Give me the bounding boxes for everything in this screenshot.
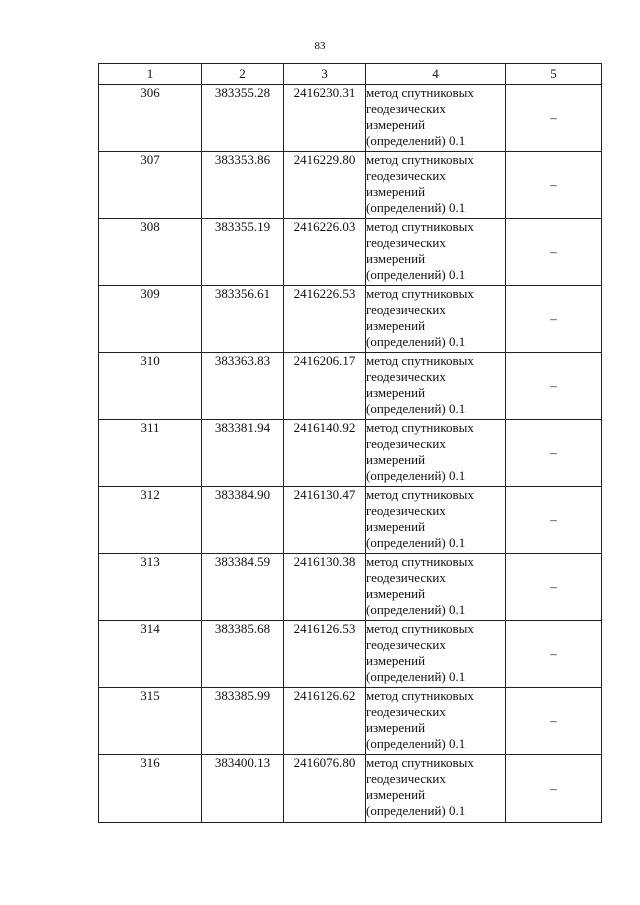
method-text-line: геодезических [366,302,446,317]
coordinates-table [98,63,602,823]
method-text-line: (определений) 0.1 [366,200,466,215]
note-cell: – [506,487,602,554]
note-cell: – [506,353,602,420]
note-cell: – [506,286,602,353]
note-cell: – [506,554,602,621]
method-text-line: метод спутниковых [366,353,474,368]
method-text-line: измерений [366,117,426,132]
method-text-line: измерений [366,452,426,467]
x-coordinate-cell: 383363.83 [202,353,284,420]
point-number-cell: 316 [99,755,202,823]
method-text-line: метод спутниковых [366,152,474,167]
method-cell [366,152,506,219]
column-header-4: 4 [366,64,506,85]
method-text-line: метод спутниковых [366,554,474,569]
table-row [99,152,602,219]
method-text-line: (определений) 0.1 [366,133,466,148]
point-number-cell: 311 [99,420,202,487]
x-coordinate-cell: 383355.28 [202,85,284,152]
note-cell: – [506,219,602,286]
note-cell: – [506,420,602,487]
note-cell: – [506,688,602,755]
method-cell [366,554,506,621]
table-row [99,755,602,823]
point-number-cell: 307 [99,152,202,219]
y-coordinate-cell: 2416230.31 [284,85,366,152]
x-coordinate-cell: 383385.99 [202,688,284,755]
y-coordinate-cell: 2416130.47 [284,487,366,554]
method-cell [366,688,506,755]
method-text-line: измерений [366,720,426,735]
table-header-row [99,64,602,85]
method-text-line: геодезических [366,436,446,451]
note-cell: – [506,755,602,823]
method-text-line: (определений) 0.1 [366,669,466,684]
point-number-cell: 310 [99,353,202,420]
method-cell [366,755,506,823]
method-text-line: измерений [366,184,426,199]
method-text-line: метод спутниковых [366,621,474,636]
table-row [99,420,602,487]
x-coordinate-cell: 383400.13 [202,755,284,823]
method-text-line: геодезических [366,369,446,384]
method-text-line: геодезических [366,235,446,250]
method-text-line: метод спутниковых [366,420,474,435]
table-body [99,85,602,823]
page-number: 83 [314,40,326,52]
y-coordinate-cell: 2416076.80 [284,755,366,823]
x-coordinate-cell: 383384.90 [202,487,284,554]
method-text-line: (определений) 0.1 [366,602,466,617]
method-text-line: (определений) 0.1 [366,468,466,483]
table-row [99,353,602,420]
point-number-cell: 309 [99,286,202,353]
method-text-line: измерений [366,653,426,668]
x-coordinate-cell: 383356.61 [202,286,284,353]
method-text-line: метод спутниковых [366,755,474,770]
method-text-line: геодезических [366,570,446,585]
method-text-line: измерений [366,318,426,333]
method-text-line: измерений [366,586,426,601]
table-row [99,554,602,621]
column-header-2: 2 [202,64,284,85]
y-coordinate-cell: 2416126.62 [284,688,366,755]
method-text-line: метод спутниковых [366,688,474,703]
note-cell: – [506,621,602,688]
x-coordinate-cell: 383355.19 [202,219,284,286]
method-text-line: измерений [366,519,426,534]
y-coordinate-cell: 2416130.38 [284,554,366,621]
method-text-line: (определений) 0.1 [366,267,466,282]
table-row [99,286,602,353]
method-text-line: измерений [366,385,426,400]
method-text-line: геодезических [366,637,446,652]
method-text-line: метод спутниковых [366,286,474,301]
method-text-line: метод спутниковых [366,219,474,234]
method-cell [366,219,506,286]
method-text-line: измерений [366,787,426,802]
x-coordinate-cell: 383384.59 [202,554,284,621]
note-cell: – [506,85,602,152]
y-coordinate-cell: 2416126.53 [284,621,366,688]
point-number-cell: 314 [99,621,202,688]
table-row [99,487,602,554]
y-coordinate-cell: 2416229.80 [284,152,366,219]
method-text-line: измерений [366,251,426,266]
point-number-cell: 306 [99,85,202,152]
note-cell: – [506,152,602,219]
method-cell [366,353,506,420]
method-cell [366,487,506,554]
x-coordinate-cell: 383381.94 [202,420,284,487]
table-row [99,85,602,152]
point-number-cell: 308 [99,219,202,286]
column-header-5: 5 [506,64,602,85]
x-coordinate-cell: 383385.68 [202,621,284,688]
point-number-cell: 313 [99,554,202,621]
method-cell [366,420,506,487]
y-coordinate-cell: 2416140.92 [284,420,366,487]
y-coordinate-cell: 2416206.17 [284,353,366,420]
method-text-line: геодезических [366,704,446,719]
y-coordinate-cell: 2416226.03 [284,219,366,286]
point-number-cell: 315 [99,688,202,755]
method-text-line: геодезических [366,771,446,786]
column-header-3: 3 [284,64,366,85]
method-text-line: геодезических [366,168,446,183]
x-coordinate-cell: 383353.86 [202,152,284,219]
method-text-line: (определений) 0.1 [366,803,466,818]
y-coordinate-cell: 2416226.53 [284,286,366,353]
method-cell [366,85,506,152]
method-text-line: метод спутниковых [366,487,474,502]
method-text-line: геодезических [366,503,446,518]
point-number-cell: 312 [99,487,202,554]
method-cell [366,621,506,688]
method-text-line: геодезических [366,101,446,116]
method-cell [366,286,506,353]
column-header-1: 1 [99,64,202,85]
method-text-line: (определений) 0.1 [366,535,466,550]
method-text-line: метод спутниковых [366,85,474,100]
method-text-line: (определений) 0.1 [366,736,466,751]
table-row [99,688,602,755]
table-row [99,219,602,286]
method-text-line: (определений) 0.1 [366,401,466,416]
table-row [99,621,602,688]
method-text-line: (определений) 0.1 [366,334,466,349]
